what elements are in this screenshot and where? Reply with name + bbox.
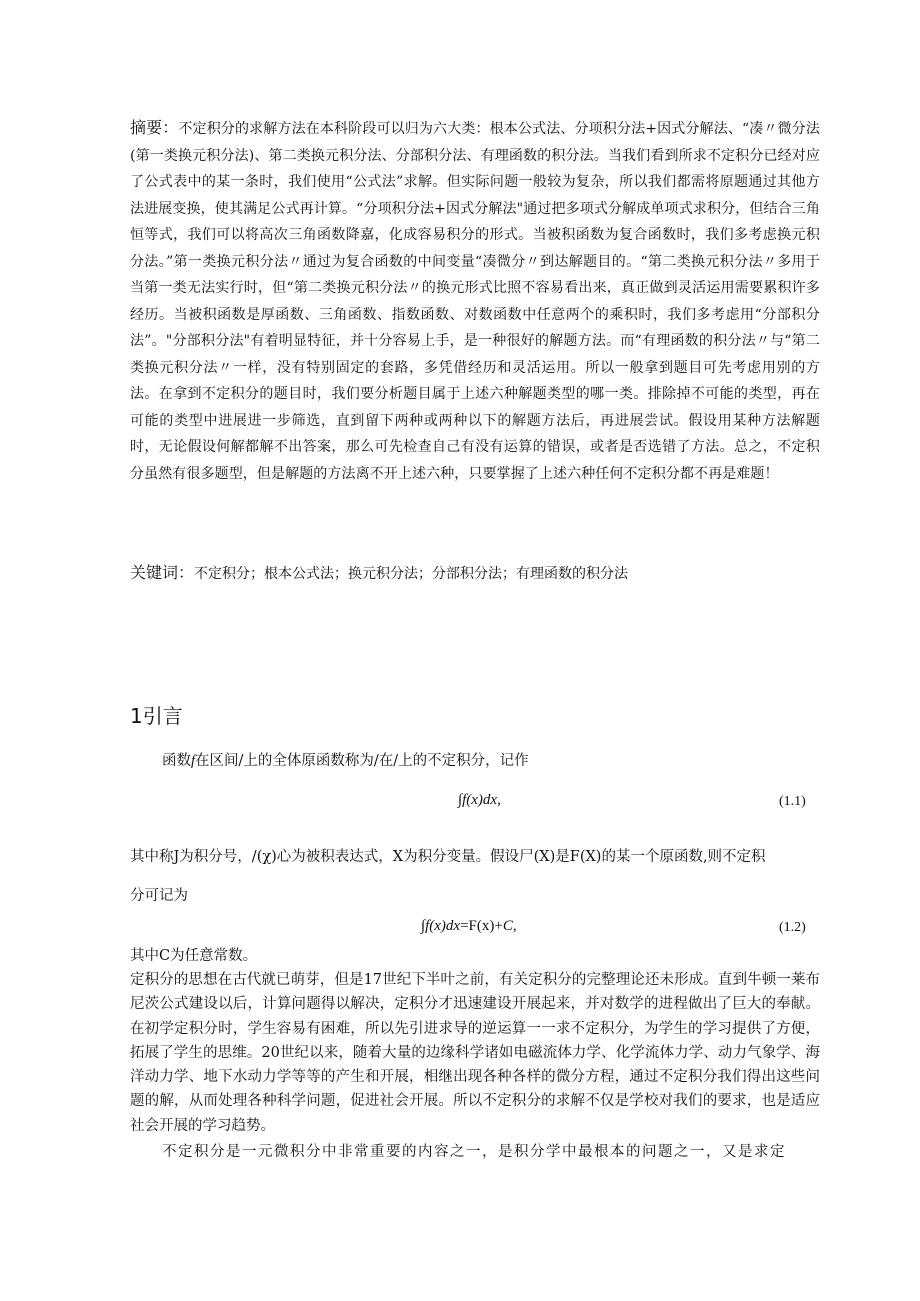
equation-2 <box>421 918 517 935</box>
section-title: 1引言 <box>130 704 183 728</box>
keywords-text: 不定积分；根本公式法；换元积分法；分部积分法；有理函数的积分法 <box>194 566 629 582</box>
equation-2-number: (1.2) <box>779 920 806 935</box>
body-paragraph: 定积分的思想在古代就已萌芽，但是17世纪下半叶之前，有关定积分的完整理论还未形成。直到牛顿一莱布尼茨公式建设以后，计算问题得以解决，定积分才迅速建设开展起来，并对数学的进程做出了巨大的奉献。在初学定积分时，学生容易有困难，所以先引进求导的逆运算一一求不定积分，为学生的学习提供了方便，拓展了学生的思维。20世纪以来，随着大量的边缘科学诸如电磁流体力学、化学流体力学、动力气象学、海洋动力学、地下水动力学等等的产生和开展，相继出现各种各样的微分方程，通过不定积分我们得出这些问题的解，从而处理各种科学问题，促进社会开展。所以不定积分的求解不仅是学校对我们的要求，也是适应社会开展的学习趋势。 <box>130 972 820 1134</box>
intro-pre: 函数 <box>162 753 191 769</box>
equation-1: ∫f(x)dx, <box>458 792 501 808</box>
equation-2-c: C, <box>502 918 517 934</box>
last-paragraph: 不定积分是一元微积分中非常重要的内容之一，是积分学中最根本的问题之一，又是求定 <box>162 1144 786 1160</box>
constant-line: 其中C为任意常数。 <box>130 948 258 964</box>
where-line-2: 分可记为 <box>130 888 188 904</box>
keywords-label: 关键词： <box>130 563 195 582</box>
abstract-label: 摘要： <box>130 118 179 137</box>
abstract <box>130 115 820 487</box>
equation-1-number: (1.1) <box>779 794 806 809</box>
equation-2-right: =F(x)+ <box>460 918 503 934</box>
equation-2-left: ∫f(x)dx <box>421 918 461 934</box>
where-line-1: 其中称J为积分号，/(χ)心为被积表达式，X为积分变量。假设尸(X)是F(X)的某一个原函数,则不定积 <box>130 849 766 865</box>
abstract-text: 不定积分的求解方法在本科阶段可以归为六大类：根本公式法、分项积分法+因式分解法、“凑〃微分法(第一类换元积分法)、第二类换元积分法、分部积分法、有理函数的积分法。当我们看到所求不定积分已经对应了公式表中的某一条时，我们使用“公式法”求解。但实际问题一般较为复杂，所以我们都需将原题通过其他方法进展变换，使其满足公式再计算。“分项积分法+因式分解法"通过把多项式分解成单项式求积分，但结合三角恒等式，我们可以将高次三角函数降嘉，化成容易积分的形式。当被积函数为复合函数时，我们多考虑换元积分法。”第一类换元积分法〃通过为复合函数的中间变量“凑微分〃到达解题目的。“第二类换元积分法〃多用于当第一类无法实行时，但“第二类换元积分法〃的换元形式比照不容易看出来，真正做到灵活运用需要累积许多经历。当被积函数是厚函数、三角函数、指数函数、对数函数中任意两个的乘积时，我们多考虑用“分部积分法”。"分部积分法"有着明显特征，并十分容易上手，是一种很好的解题方法。而“有理函数的积分法〃与“第二类换元积分法〃一样，没有特别固定的套路，多凭借经历和灵活运用。所以一般拿到题目可先考虑用别的方法。在拿到不定积分的题目时，我们要分析题目属于上述六种解题类型的哪一类。排除掉不可能的类型，再在可能的类型中进展进一步筛选，直到留下两种或两种以下的解题方法后，再进展尝试。假设用某种方法解题时，无论假设何解都解不出答案，那么可先检查自己有没有运算的错误，或者是否选错了方法。总之，不定积分虽然有很多题型，但是解题的方法离不开上述六种，只要掌握了上述六种任何不定积分都不再是难题！ <box>130 121 820 482</box>
intro-post: 在区间/上的全体原函数称为/在/上的不定积分，记作 <box>195 753 529 769</box>
keywords <box>130 560 820 587</box>
intro-f: f <box>191 753 196 769</box>
intro-paragraph <box>162 749 822 773</box>
